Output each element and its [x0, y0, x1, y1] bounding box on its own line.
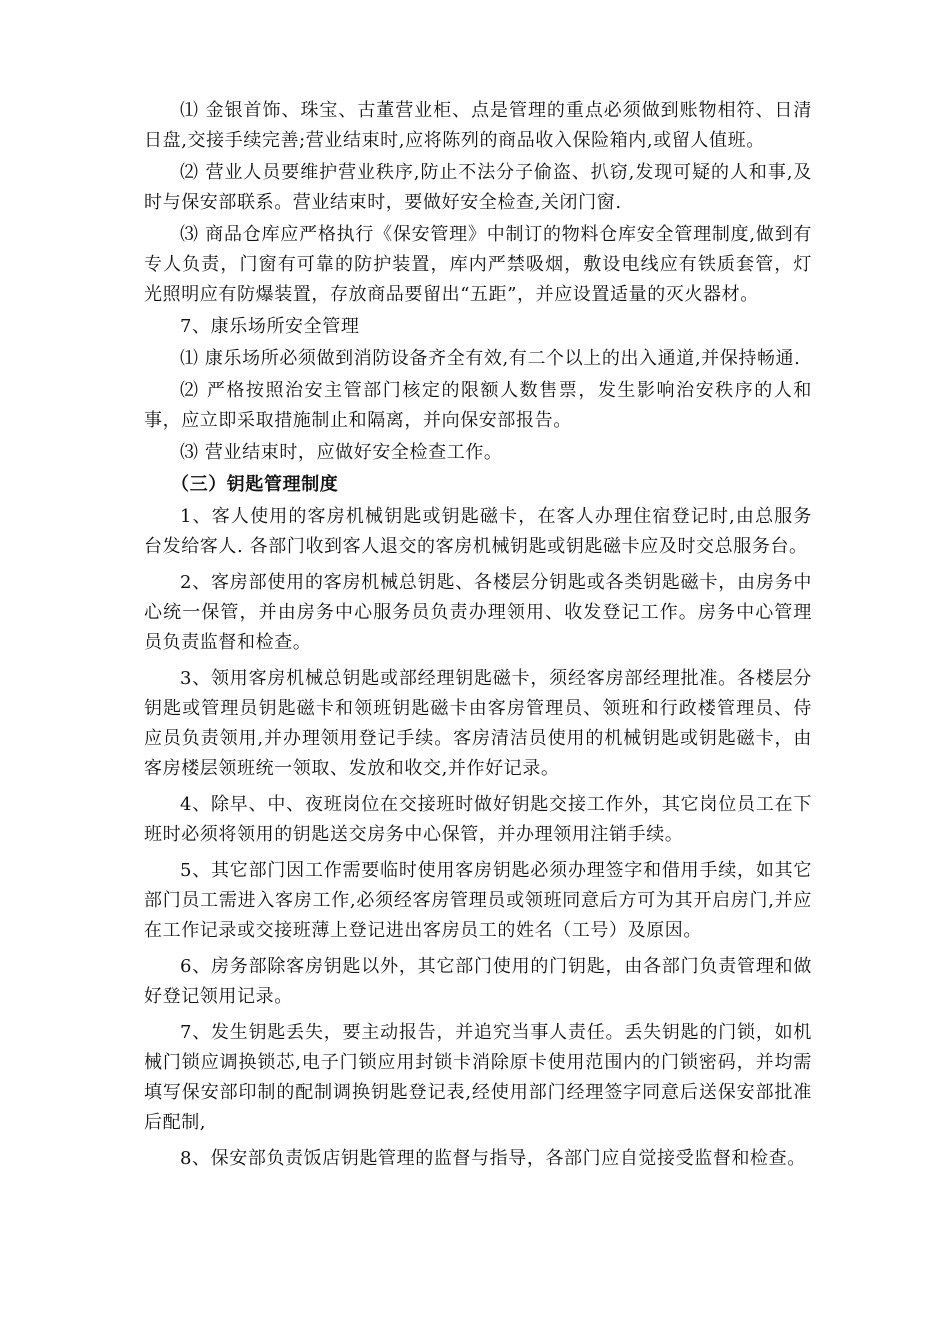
paragraph-recreation-tickets: ⑵ 严格按照治安主管部门核定的限额人数售票，发生影响治安秩序的人和事，应立即采取措施制止和隔离，并向保安部报告。 [144, 380, 812, 431]
paragraph-key-3: 3、领用客房机械总钥匙或部经理钥匙磁卡，须经客房部经理批准。各楼层分钥匙或管理员钥匙磁卡和领班钥匙磁卡由客房管理员、领班和行政楼管理员、侍应员负责领用,并办理领用登记手续。客房清洁员使用的机械钥匙或钥匙磁卡，由客房楼层领班统一领取、发放和收交,并作好记录。 [144, 668, 812, 779]
paragraph-warehouse: ⑶ 商品仓库应严格执行《保安管理》中制订的物料仓库安全管理制度,做到有专人负责，门窗有可靠的防护装置，库内严禁吸烟，敷设电线应有铁质套管，灯光照明应有防爆装置，存放商品要留出“五距”，并应设置适量的灭火器材。 [144, 224, 812, 305]
paragraph-key-5: 5、其它部门因工作需要临时使用客房钥匙必须办理签字和借用手续，如其它部门员工需进入客房工作,必须经客房管理员或领班同意后方可为其开启房门,并应在工作记录或交接班薄上登记进出客房员工的姓名（工号）及原因。 [144, 860, 812, 941]
paragraph-key-1: 1、客人使用的客房机械钥匙或钥匙磁卡，在客人办理住宿登记时,由总服务台发给客人. 各部门收到客人退交的客房机械钥匙或钥匙磁卡应及时交总服务台。 [144, 506, 812, 557]
paragraph-key-8: 8、保安部负责饭店钥匙管理的监督与指导，各部门应自觉接受监督和检查。 [180, 1148, 806, 1169]
section-heading: （三）钥匙管理制度 [171, 474, 339, 495]
paragraph-key-7: 7、发生钥匙丢失，要主动报告，并追究当事人责任。丢失钥匙的门锁，如机械门锁应调换锁芯,电子门锁应用封锁卡消除原卡使用范围内的门锁密码，并均需填写保安部印制的配制调换钥匙登记表,经使用部门经理签字同意后送保安部批准后配制, [144, 1022, 812, 1133]
paragraph-key-2: 2、客房部使用的客房机械总钥匙、各楼层分钥匙或各类钥匙磁卡，由房务中心统一保管，并由房务中心服务员负责办理领用、收发登记工作。房务中心管理员负责监督和检查。 [144, 572, 812, 653]
document-page [144, 96, 812, 1180]
paragraph-key-6: 6、房务部除客房钥匙以外，其它部门使用的门钥匙，由各部门负责管理和做好登记领用记录。 [144, 956, 812, 1007]
paragraph-recreation-fire: ⑴ 康乐场所必须做到消防设备齐全有效,有二个以上的出入通道,并保持畅通. [180, 348, 801, 369]
paragraph-jewelry-counter: ⑴ 金银首饰、珠宝、古董营业柜、点是管理的重点必须做到账物相符、日清日盘,交接手续完善;营业结束时,应将陈列的商品收入保险箱内,或留人值班。 [144, 100, 812, 151]
paragraph-recreation-closing: ⑶ 营业结束时，应做好安全检查工作。 [180, 442, 503, 463]
paragraph-recreation-title: 7、康乐场所安全管理 [180, 316, 360, 337]
paragraph-sales-staff: ⑵ 营业人员要维护营业秩序,防止不法分子偷盗、扒窃,发现可疑的人和事,及时与保安部联系。营业结束时，要做好安全检查,关闭门窗. [144, 162, 812, 213]
paragraph-key-4: 4、除早、中、夜班岗位在交接班时做好钥匙交接工作外，其它岗位员工在下班时必须将领用的钥匙送交房务中心保管，并办理领用注销手续。 [144, 794, 812, 845]
